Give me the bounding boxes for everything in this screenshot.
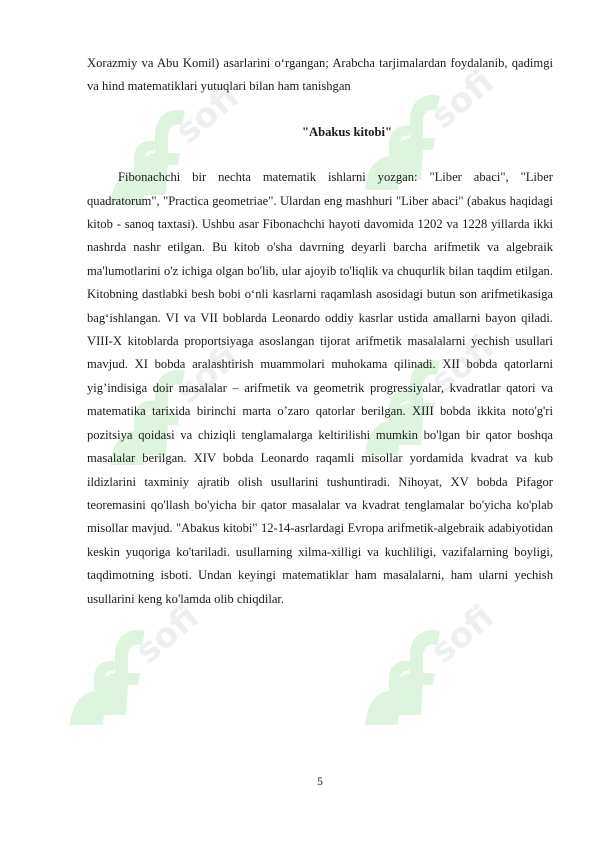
watermark-logo-icon	[355, 595, 505, 745]
svg-text:sofi: sofi	[423, 327, 502, 402]
svg-text:sofi: sofi	[423, 597, 502, 672]
svg-text:sofi: sofi	[168, 337, 247, 412]
main-paragraph: Fibonachchi bir nechta matematik ishlarni yozgan: "Liber abaci", "Liber quadratorum", "Practica geometriae". Ulardan eng mashhuri "Liber abaci" (abakus haqidagi kitob - sanoq taxtasi). Ushbu asar Fibonachchi hayoti davomida 1202 va 1228 yillarda ikki nashrda nashr etilgan. Bu kitob o'sha davrning deyarli barcha arifmetik va algebraik ma'lumotlarini o'z ichiga olgan bo'lib, ular ajoyib to'liqlik va chuqurlik bilan taqdim etilgan. Kitobning dastlabki besh bobi o‘nli kasrlarni raqamlash asosidagi butun son arifmetikasiga bag‘ishlangan. VI va VII boblarda Leonardo oddiy kasrlar ustida amallarni bayon qiladi. VIII-X kitoblarda proportsiyaga asoslangan tijorat arifmetik masalalarni yechish usullari mavjud. XI bobda aralashtirish muammolari muhokama qilinadi. XII bobda qatorlarni yig’indisiga doir masalalar – arifmetik va geometrik progressiyalar, kvadratlar qatori va matematika tarixida birinchi marta o’zaro qatorlar berilgan. XIII bobda ikkita noto'g'ri pozitsiya qoidasi va chiziqli tenglamalarga keltirilishi mumkin bo'lgan bir qator boshqa masalalar berilgan. XIV bobda Leonardo raqamli misollar yordamida kvadrat va kub ildizlarini taxminiy ajratib olish usullarini tushuntiradi. Nihoyat, XV bobda Pifagor teoremasini qo'llash bo'yicha bir qator masalalar va kvadrat tenglamalar bo'yicha ko'plab misollar mavjud. "Abakus kitobi" 12-14-asrlardagi Evropa arifmetik-algebraik adabiyotidan keskin yuqoriga ko'tariladi. usullarning xilma-xilligi va kuchliligi, vazifalarning boyligi, taqdimotning isboti. Undan keyingi matematiklar ham masalalarni, ham ularni yechish usullarini keng ko'lamda olib chiqdilar.	[87, 170, 553, 606]
text-body	[87, 52, 553, 611]
svg-text:sofi: sofi	[128, 597, 207, 672]
svg-text:sofi: sofi	[168, 77, 247, 152]
intro-paragraph: Xorazmiy va Abu Komil) asarlarini o‘rgangan; Arabcha tarjimalardan foydalanib, qadimgi va hind matematiklari yutuqlari bilan ham tanishgan	[87, 56, 553, 94]
section-heading: "Abakus kitobi"	[302, 124, 392, 139]
svg-text:sofi: sofi	[423, 62, 502, 137]
page-number: 5	[317, 776, 323, 788]
watermark-logo-icon	[60, 595, 210, 745]
spacer	[87, 99, 553, 121]
spacer	[87, 144, 553, 166]
